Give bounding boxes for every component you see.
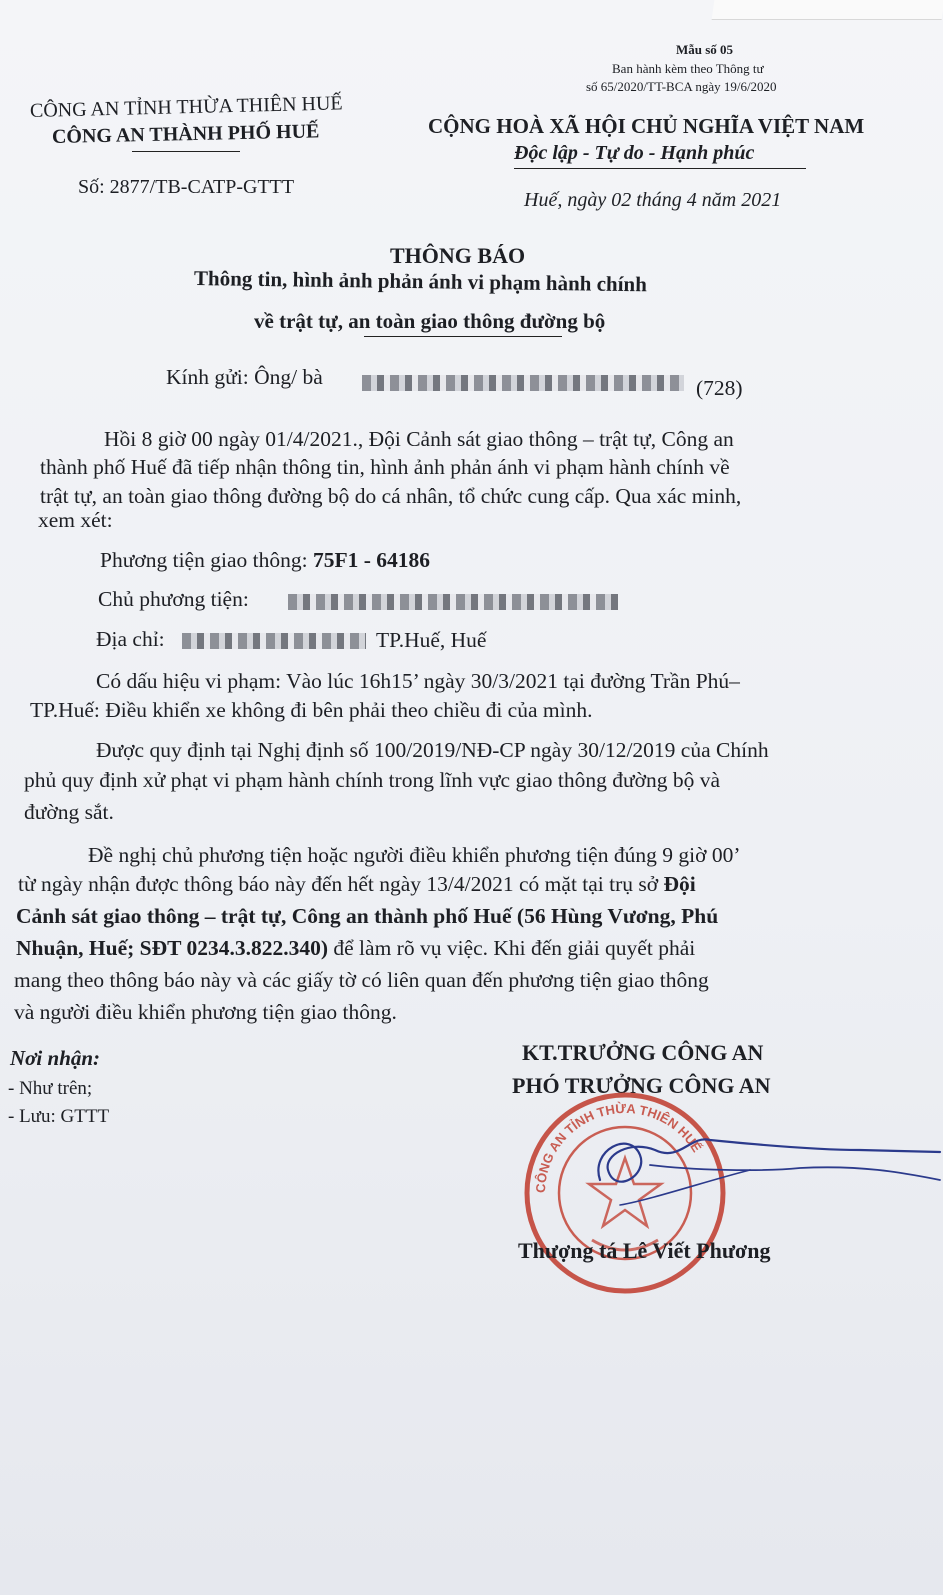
document-number: Số: 2877/TB-CATP-GTTT bbox=[78, 176, 295, 198]
form-issued-line1: Ban hành kèm theo Thông tư bbox=[612, 61, 764, 76]
agency-name: CÔNG AN THÀNH PHỐ HUẾ bbox=[51, 120, 320, 148]
address-suffix: TP.Huế, Huế bbox=[376, 628, 487, 652]
request-line-4 bbox=[16, 936, 695, 961]
recipient-item: - Lưu: GTTT bbox=[8, 1106, 110, 1127]
national-motto: Độc lập - Tự do - Hạnh phúc bbox=[514, 142, 755, 164]
form-number: Mẫu số 05 bbox=[676, 42, 734, 57]
regulation-line-3: đường sắt. bbox=[24, 800, 114, 824]
violation-line-2: TP.Huế: Điều khiển xe không đi bên phải theo chiều đi của mình. bbox=[30, 698, 593, 722]
request-line-6: và người điều khiển phương tiện giao thông. bbox=[14, 1000, 397, 1024]
vehicle-label: Phương tiện giao thông: bbox=[100, 548, 313, 572]
regulation-line-2: phủ quy định xử phạt vi phạm hành chính trong lĩnh vực giao thông đường bộ và bbox=[24, 768, 721, 792]
request-line-4-text: để làm rõ vụ việc. Khi đến giải quyết phải bbox=[328, 936, 696, 960]
document-subtitle-line1: Thông tin, hình ảnh phản ánh vi phạm hành chính bbox=[193, 266, 648, 297]
nation-heading: CỘNG HOÀ XÃ HỘI CHỦ NGHĨA VIỆT NAM bbox=[428, 114, 865, 138]
recipients-label: Nơi nhận: bbox=[10, 1046, 101, 1070]
request-line-1: Đề nghị chủ phương tiện hoặc người điều khiển phương tiện đúng 9 giờ 00’ bbox=[88, 843, 741, 867]
redacted-owner-name bbox=[288, 594, 618, 610]
document-title: THÔNG BÁO bbox=[390, 243, 526, 268]
seal-text: CÔNG AN TỈNH THỪA THIÊN HUẾ bbox=[532, 1100, 705, 1194]
document-date: Huế, ngày 02 tháng 4 năm 2021 bbox=[524, 189, 782, 211]
addressee-label: Kính gửi: Ông/ bà bbox=[166, 365, 323, 389]
intro-line-4: xem xét: bbox=[38, 508, 113, 532]
request-line-5: mang theo thông báo này và các giấy tờ có liên quan đến phương tiện giao thông bbox=[14, 968, 709, 992]
address-label: Địa chỉ: bbox=[96, 627, 165, 651]
background-sheet-corner bbox=[712, 0, 943, 20]
handwritten-signature bbox=[560, 1110, 943, 1230]
vehicle-plate: 75F1 - 64186 bbox=[312, 548, 430, 572]
subtitle-underline bbox=[364, 336, 562, 337]
owner-label: Chủ phương tiện: bbox=[98, 587, 249, 611]
redacted-address bbox=[182, 633, 366, 649]
motto-underline bbox=[514, 168, 806, 169]
agency-parent: CÔNG AN TỈNH THỪA THIÊN HUẾ bbox=[29, 92, 343, 122]
signer-name: Thượng tá Lê Viết Phương bbox=[518, 1238, 771, 1263]
signature-title-1: KT.TRƯỞNG CÔNG AN bbox=[522, 1040, 764, 1065]
vehicle-line bbox=[100, 548, 430, 573]
request-line-2-bold: Đội bbox=[663, 872, 696, 896]
signature-title-2: PHÓ TRƯỞNG CÔNG AN bbox=[512, 1073, 771, 1098]
intro-line-1: Hồi 8 giờ 00 ngày 01/4/2021., Đội Cảnh sát giao thông – trật tự, Công an bbox=[104, 427, 734, 451]
recipient-item: - Như trên; bbox=[8, 1078, 93, 1099]
document-subtitle-line2: về trật tự, an toàn giao thông đường bộ bbox=[254, 309, 606, 333]
intro-line-3: trật tự, an toàn giao thông đường bộ do cá nhân, tổ chức cung cấp. Qua xác minh, bbox=[40, 484, 742, 508]
request-line-3: Cảnh sát giao thông – trật tự, Công an thành phố Huế (56 Hùng Vương, Phú bbox=[16, 904, 719, 928]
request-line-2-text: từ ngày nhận được thông báo này đến hết ngày 13/4/2021 có mặt tại trụ sở bbox=[18, 872, 664, 896]
violation-line-1: Có dấu hiệu vi phạm: Vào lúc 16h15’ ngày 30/3/2021 tại đường Trần Phú– bbox=[96, 669, 740, 693]
form-issued-line2: số 65/2020/TT-BCA ngày 19/6/2020 bbox=[586, 79, 777, 94]
redacted-addressee-name bbox=[362, 375, 684, 391]
intro-line-2: thành phố Huế đã tiếp nhận thông tin, hình ảnh phản ánh vi phạm hành chính về bbox=[40, 455, 730, 479]
request-line-4-bold: Nhuận, Huế; SĐT 0234.3.822.340) bbox=[16, 936, 329, 960]
agency-underline bbox=[132, 151, 240, 152]
request-line-2 bbox=[18, 872, 696, 897]
addressee-suffix: (728) bbox=[696, 376, 743, 400]
regulation-line-1: Được quy định tại Nghị định số 100/2019/NĐ-CP ngày 30/12/2019 của Chính bbox=[96, 738, 769, 762]
